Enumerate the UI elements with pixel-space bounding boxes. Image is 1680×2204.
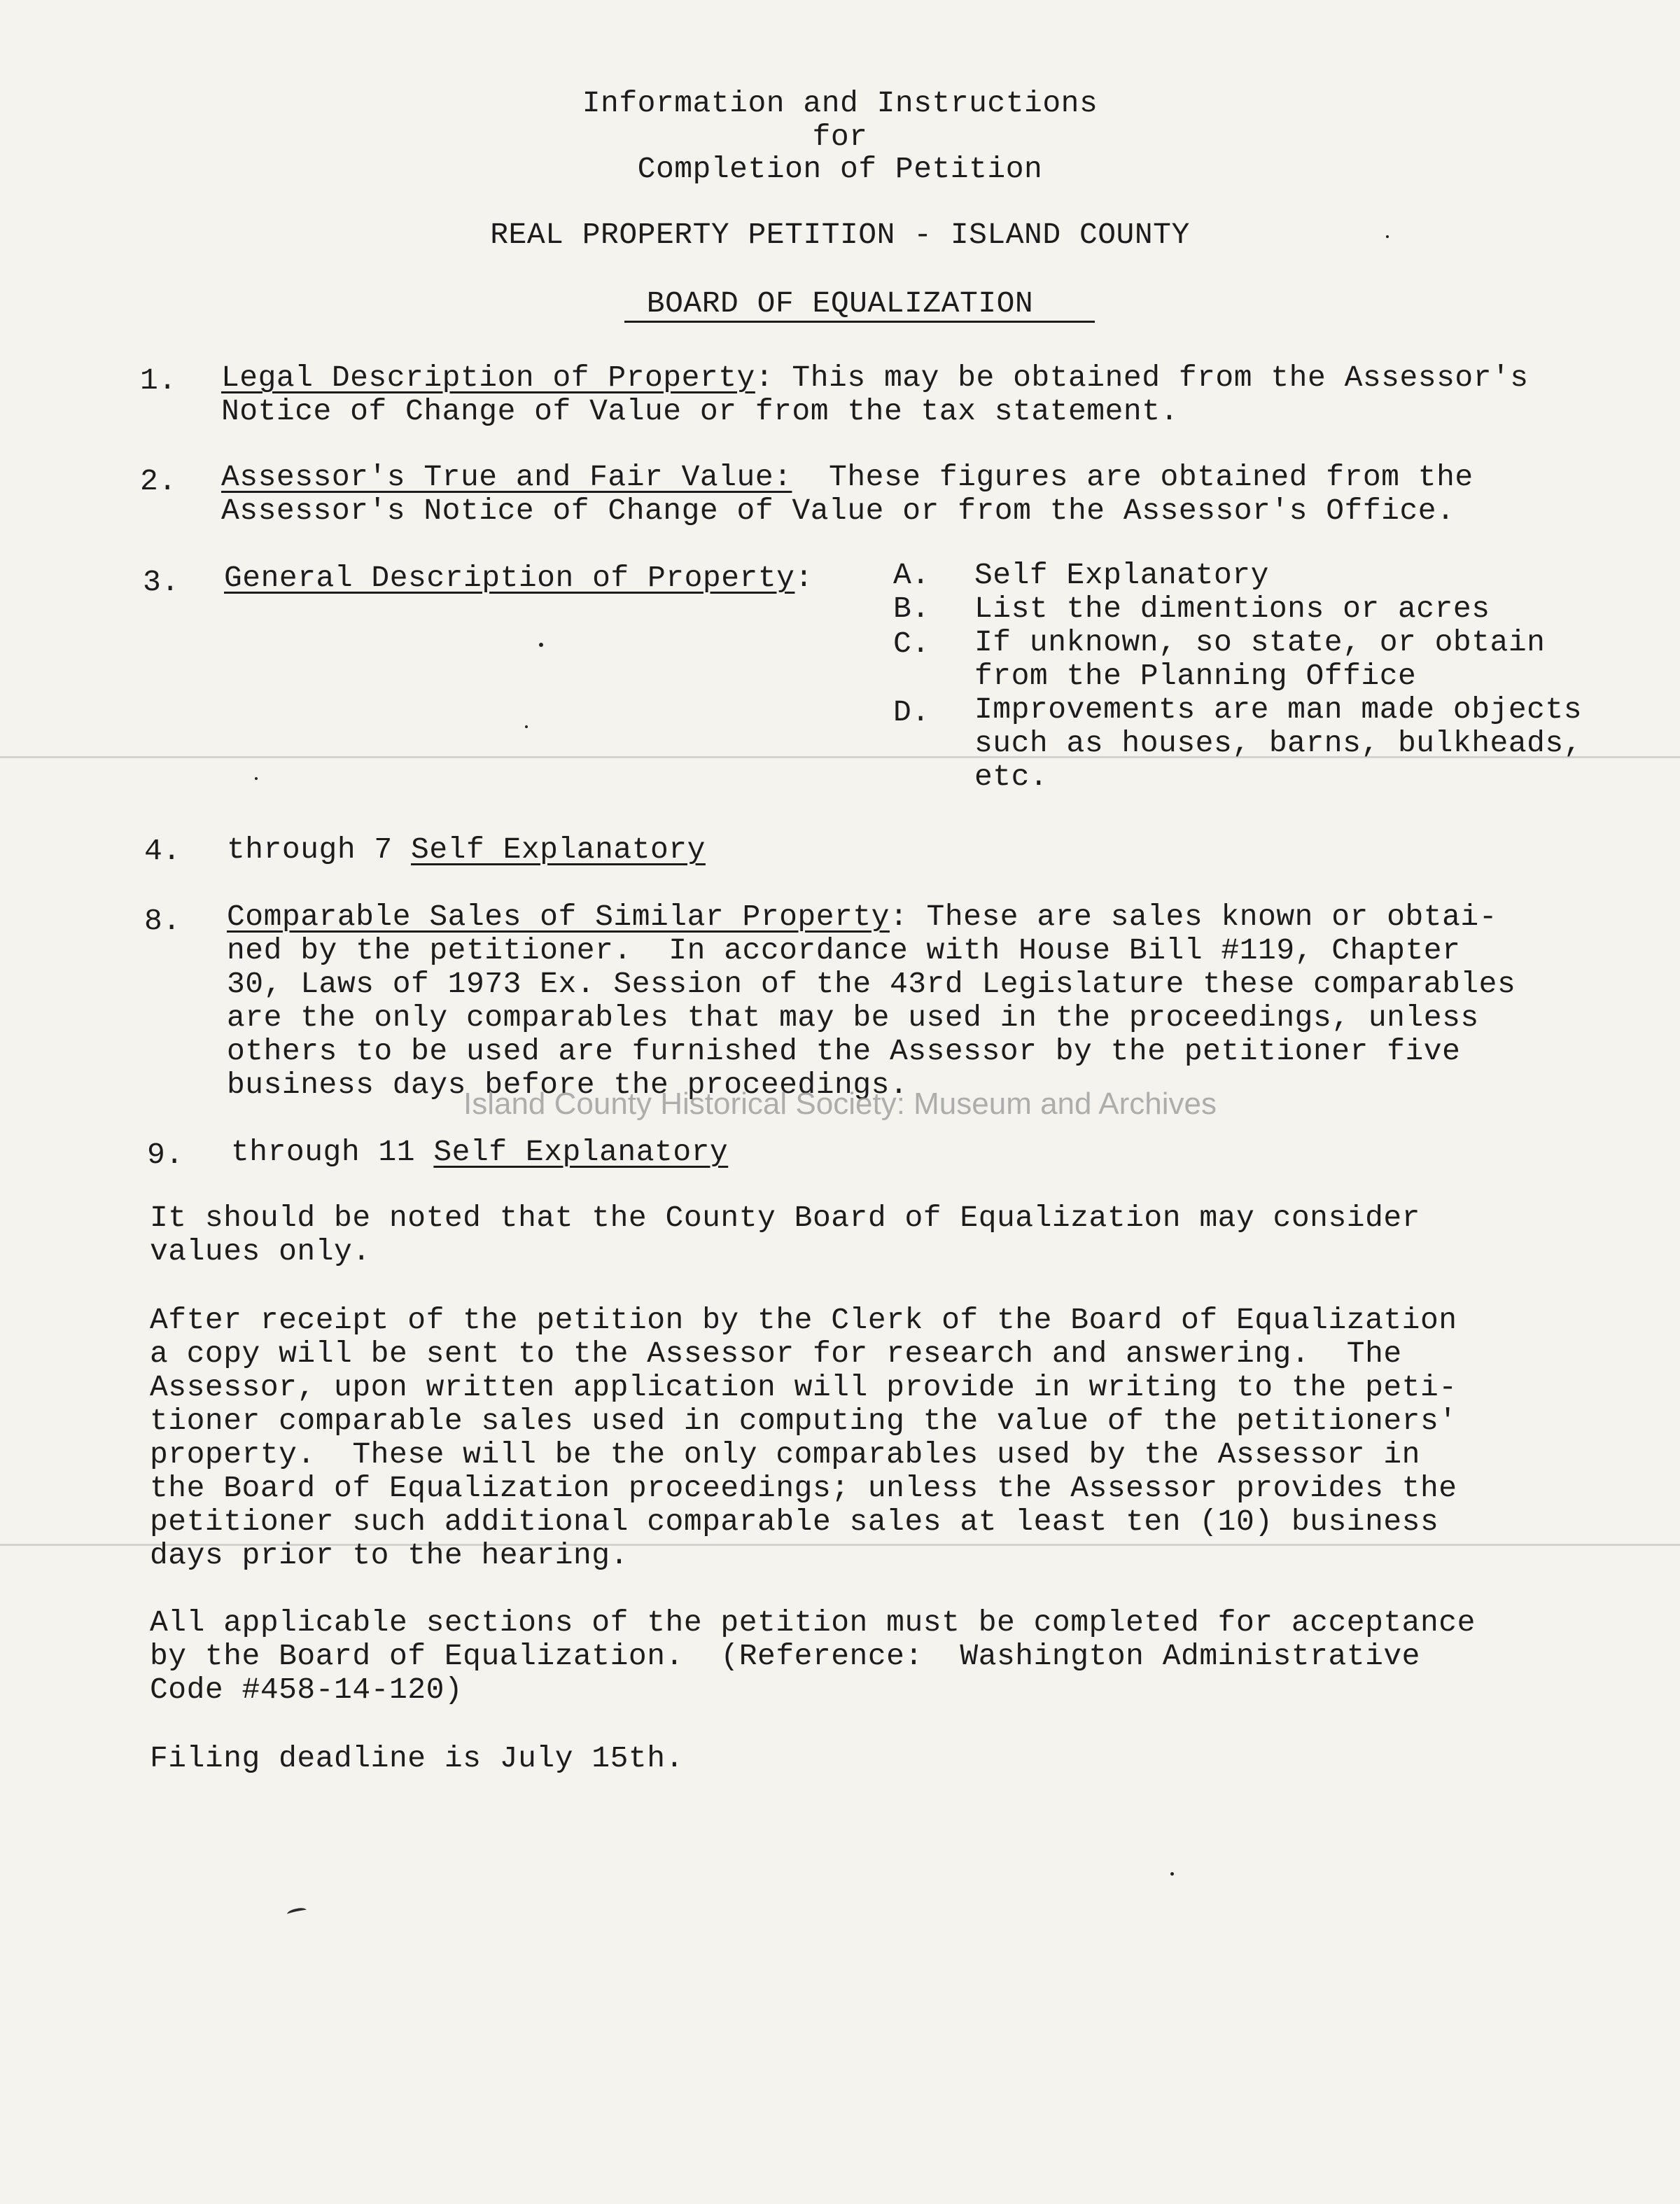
paper-speck [1170, 1872, 1174, 1876]
paragraph-2-line-6: the Board of Equalization proceedings; unless the Assessor provides the [150, 1471, 1457, 1505]
item-3-line-1 [224, 562, 813, 595]
paper-speck [525, 725, 528, 728]
item-8-number: 8. [144, 904, 181, 938]
title-line-2: for [812, 120, 868, 154]
item-3-b-label: B. [893, 592, 930, 626]
paragraph-2-line-1: After receipt of the petition by the Clerk of the Board of Equalization [150, 1303, 1457, 1337]
item-1-line-2: Notice of Change of Value or from the tax statement. [221, 394, 1179, 428]
item-2-heading: Assessor's True and Fair Value: [221, 460, 792, 494]
item-1-heading: Legal Description of Property [221, 361, 755, 395]
paragraph-2-line-4: tioner comparable sales used in computing the value of the petitioners' [150, 1404, 1457, 1438]
paper-speck [539, 643, 543, 647]
item-9-heading: Self Explanatory [433, 1135, 729, 1169]
item-2-line-2: Assessor's Notice of Change of Value or from the Assessor's Office. [221, 494, 1455, 528]
item-3-c-text-2: from the Planning Office [974, 659, 1417, 693]
title-line-3: Completion of Petition [637, 152, 1043, 186]
item-3-d-label: D. [893, 695, 930, 730]
item-3-c-text-1: If unknown, so state, or obtain [974, 625, 1546, 660]
paragraph-1-line-2: values only. [150, 1234, 371, 1269]
item-3-a-text: Self Explanatory [974, 558, 1269, 592]
ink-mark [286, 1906, 307, 1918]
item-2-text: These figures are obtained from the [792, 460, 1474, 494]
item-3-d-text-3: etc. [974, 760, 1049, 794]
board-heading-underline [624, 321, 1095, 323]
paragraph-2-line-5: property. These will be the only comparables used by the Assessor in [150, 1437, 1420, 1472]
item-2-line-1 [221, 461, 1474, 494]
item-3-number: 3. [143, 565, 180, 599]
paper-speck [1386, 235, 1389, 238]
item-2-number: 2. [140, 464, 177, 498]
item-4-heading: Self Explanatory [411, 832, 706, 867]
paragraph-2-line-3: Assessor, upon written application will provide in writing to the peti- [150, 1370, 1457, 1404]
item-8-line-4: are the only comparables that may be used in the proceedings, unless [227, 1000, 1479, 1035]
item-3-a-label: A. [893, 558, 930, 592]
item-9-line [231, 1136, 728, 1169]
item-4-number: 4. [144, 834, 181, 868]
item-9-prefix: through 11 [231, 1135, 434, 1169]
paragraph-4-line-1: Filing deadline is July 15th. [150, 1741, 684, 1776]
item-3-c-label: C. [893, 627, 930, 661]
title-line-1: Information and Instructions [582, 86, 1098, 120]
item-1-text: : This may be obtained from the Assessor's [755, 361, 1529, 395]
paragraph-2-line-7: petitioner such additional comparable sales at least ten (10) business [150, 1505, 1439, 1539]
item-8-heading: Comparable Sales of Similar Property [227, 900, 890, 934]
item-3-heading: General Description of Property [224, 561, 795, 595]
paragraph-2-line-2: a copy will be sent to the Assessor for research and answering. The [150, 1337, 1402, 1371]
item-8-line-6: business days before the proceedings. [227, 1068, 909, 1102]
item-8-text-1: : These are sales known or obtai- [889, 900, 1497, 934]
board-heading: BOARD OF EQUALIZATION [646, 286, 1034, 321]
item-4-line [227, 833, 706, 867]
item-1-line-1 [221, 361, 1529, 395]
paragraph-3-line-3: Code #458-14-120) [150, 1673, 463, 1707]
item-8-line-5: others to be used are furnished the Assessor by the petitioner five [227, 1034, 1461, 1068]
item-1-number: 1. [140, 363, 177, 398]
paper-speck [255, 777, 258, 780]
paragraph-1-line-1: It should be noted that the County Board of Equalization may consider [150, 1201, 1420, 1235]
item-3-d-text-2: such as houses, barns, bulkheads, [974, 726, 1583, 760]
watermark: Island County Historical Society: Museum and Archives [463, 1087, 1217, 1121]
subtitle: REAL PROPERTY PETITION - ISLAND COUNTY [490, 218, 1190, 252]
paragraph-3-line-2: by the Board of Equalization. (Reference: Washington Administrative [150, 1639, 1420, 1673]
item-4-prefix: through 7 [227, 832, 412, 867]
item-8-line-3: 30, Laws of 1973 Ex. Session of the 43rd Legislature these comparables [227, 967, 1516, 1001]
item-8-line-2: ned by the petitioner. In accordance with House Bill #119, Chapter [227, 933, 1461, 968]
item-3-d-text-1: Improvements are man made objects [974, 692, 1583, 727]
item-8-line-1 [227, 900, 1497, 934]
paragraph-2-line-8: days prior to the hearing. [150, 1538, 629, 1572]
paragraph-3-line-1: All applicable sections of the petition must be completed for acceptance [150, 1605, 1476, 1640]
item-9-number: 9. [147, 1138, 184, 1172]
item-3-b-text: List the dimentions or acres [974, 592, 1490, 626]
item-3-colon: : [794, 561, 813, 595]
